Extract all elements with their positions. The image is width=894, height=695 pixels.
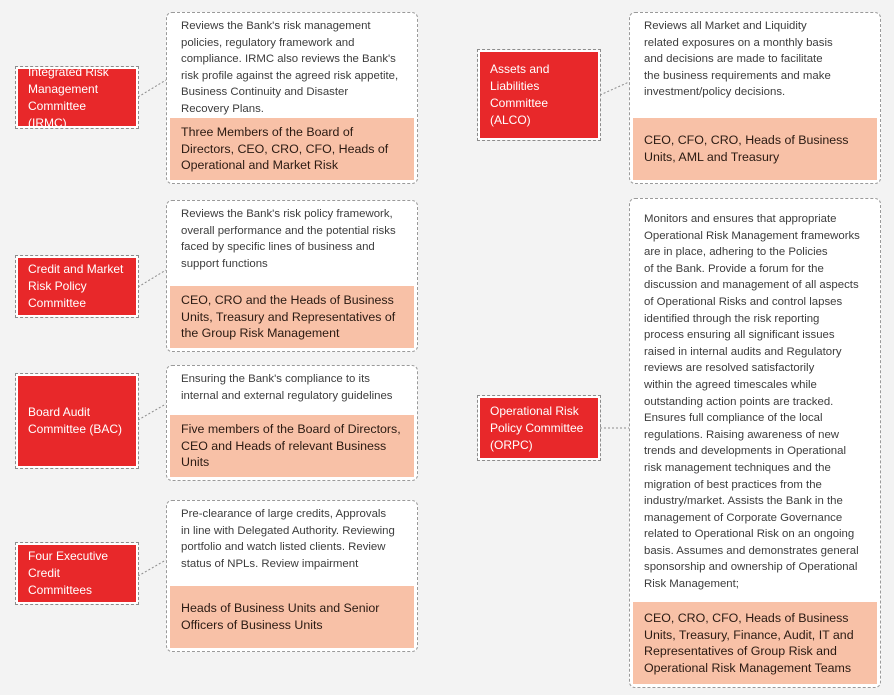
committee-description: Ensuring the Bank's compliance to its internal and external regulatory guidelines — [181, 373, 393, 402]
card-credit-market — [166, 200, 418, 352]
connector-alco — [600, 82, 629, 95]
committee-description: Reviews the Bank's risk management policies, regulatory framework and compliance. IRMC also reviews the Bank's risk profile against the agreed risk appetite, Business Continuity and Disaster Recovery Plans. — [181, 20, 399, 115]
committee-irmc — [16, 64, 138, 130]
connector-irmc — [138, 80, 166, 97]
committee-name: Operational Risk Policy Committee (ORPC) — [490, 403, 584, 452]
committee-description: Pre-clearance of large credits, Approvals in line with Delegated Authority. Reviewing portfolio and watch listed clients. Review status of NPLs. Review impairment — [181, 508, 395, 570]
committee-credit-market — [16, 256, 138, 317]
committee-name: Credit and Market Risk Policy Committee — [28, 262, 124, 310]
committee-name: Integrated Risk Management Committee (IRMC) — [28, 64, 109, 130]
card-orpc — [629, 198, 881, 688]
committee-description: Reviews all Market and Liquidity related exposures on a monthly basis and decisions are made to facilitate the business requirements and make investment/policy decisions. — [644, 20, 833, 99]
committee-description: Reviews the Bank's risk policy framework, overall performance and the potential risks faced by specific lines of business and support functions — [181, 208, 396, 270]
committee-name: Assets and Liabilities Committee (ALCO) — [490, 62, 550, 127]
card-alco — [629, 12, 881, 184]
connector-bac — [138, 404, 166, 420]
committee-name: Board Audit Committee (BAC) — [28, 405, 123, 436]
connector-executive-credit — [138, 560, 166, 576]
card-bac — [166, 365, 418, 481]
committee-name: Four Executive Credit Committees — [28, 549, 109, 597]
committee-description: Monitors and ensures that appropriate Operational Risk Management frameworks are in place, adhering to the Policies of the Bank. Provide a forum for the discussion and management of all aspects of Operational Risks and control lapses identified through the risk reporting process ensuring all significant issues raised in internal audits and Regulatory reviews are resolved satisfactorily within the agreed timescales while outstanding action points are tracked. Ensures full compliance of the local regulations. Raising awareness of new trends and developments in Operational risk management techniques and the migration of best practices from the industry/market. Assists the Bank in the management of Corporate Governance related to Operational Risk on an ongoing basis. Assumes and demonstrates general sponsorship and ownership of Operational Risk Management; — [644, 213, 860, 591]
committee-members: Three Members of the Board of Directors, CEO, CRO, CFO, Heads of Operational and Market Risk — [170, 118, 414, 180]
connector-credit-market — [138, 270, 166, 287]
committee-executive-credit — [16, 543, 138, 604]
committee-orpc — [478, 396, 600, 460]
card-irmc — [166, 12, 418, 184]
committee-members: CEO, CRO, CFO, Heads of Business Units, Treasury, Finance, Audit, IT and Representatives of Group Risk and Operational Risk Management Teams — [633, 602, 877, 684]
committee-alco — [478, 50, 600, 140]
committee-members: Heads of Business Units and Senior Officers of Business Units — [170, 586, 414, 648]
committee-members: CEO, CRO and the Heads of Business Units, Treasury and Representatives of the Group Risk Management — [170, 286, 414, 348]
card-executive-credit — [166, 500, 418, 652]
committee-members: Five members of the Board of Directors, CEO and Heads of relevant Business Units — [170, 415, 414, 477]
committee-bac — [16, 374, 138, 468]
committee-members: CEO, CFO, CRO, Heads of Business Units, AML and Treasury — [633, 118, 877, 180]
